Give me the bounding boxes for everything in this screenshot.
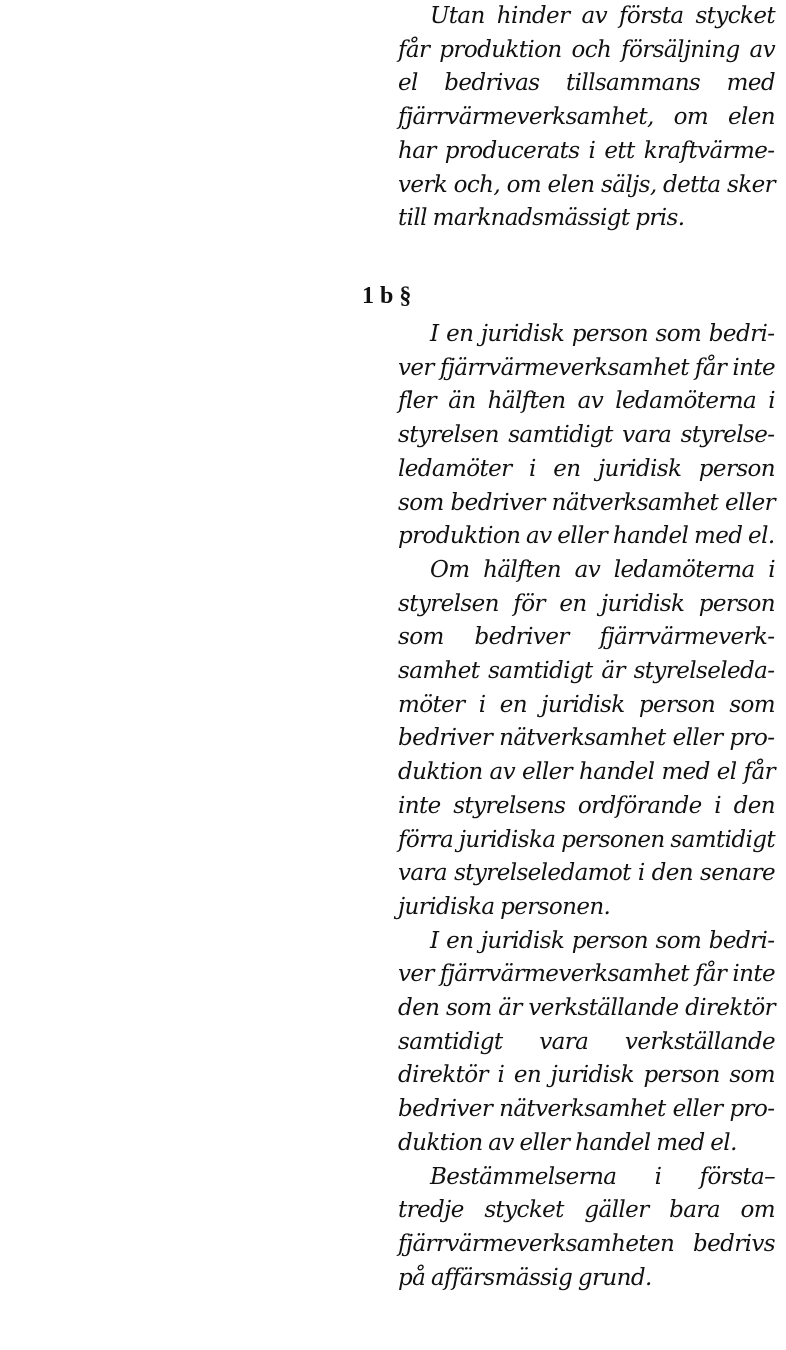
paragraph: I en juridisk person som bedriver fjärrvärmeverksamhet får inte den som är verkställande direktör samtidigt vara verkställande direktör i en juridisk person som bedriver nätverksamhet eller produktion av eller handel med el. bbox=[398, 927, 775, 1156]
paragraph: Utan hinder av första stycket får produktion och försäljning av el bedrivas tillsammans med fjärrvärmeverksamhet, om elen har producerats i ett kraftvärmeverk och, om elen säljs, detta sker till marknadsmässigt pris. bbox=[398, 3, 775, 232]
top-section-text bbox=[398, 0, 775, 236]
paragraph: I en juridisk person som bedriver fjärrvärmeverksamhet får inte fler än hälften av ledamöterna i styrelsen samtidigt vara styrelseledamöter i en juridisk person som bedriver nätverksamhet eller produktion av eller handel med el. bbox=[398, 321, 775, 550]
paragraph: Om hälften av ledamöterna i styrelsen för en juridisk person som bedriver fjärrvärmeverksamhet samtidigt är styrelseledamöter i en juridisk person som bedriver nätverksamhet eller produktion av eller handel med el får inte styrelsens ordförande i den förra juridiska personen samtidigt vara styrelseledamot i den senare juridiska personen. bbox=[398, 556, 775, 920]
paragraph: Bestämmelserna i första–tredje stycket gäller bara om fjärrvärmeverksamheten bedrivs på affärsmässig grund. bbox=[398, 1163, 775, 1291]
section-heading-1b: 1 b § bbox=[362, 283, 412, 309]
section-1b-text bbox=[398, 318, 775, 1295]
